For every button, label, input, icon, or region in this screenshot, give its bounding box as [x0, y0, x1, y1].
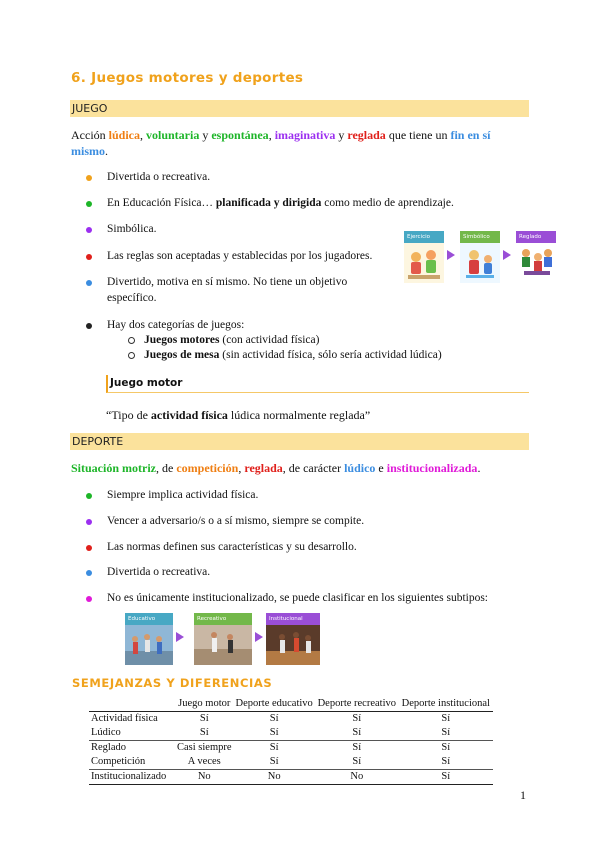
diagram-tile-ejercicio: Ejercicio: [404, 231, 444, 288]
sports-photo: [194, 625, 252, 665]
table-cell: Lúdico: [91, 727, 121, 738]
arrow-icon: [255, 632, 263, 642]
table-header-row: [89, 697, 493, 712]
arrow-icon: [176, 632, 184, 642]
table-cell: Casi siempre: [177, 742, 232, 753]
table-header: Deporte educativo: [234, 697, 315, 712]
table-cell: No: [234, 770, 315, 785]
juego-motor-quote: “Tipo de actividad física lúdica normalmente reglada”: [106, 408, 371, 422]
table-cell: Sí: [269, 756, 279, 767]
table-row: [89, 755, 493, 770]
table-cell: Reglado: [89, 741, 175, 756]
table-header: [89, 697, 175, 712]
table-row: [89, 770, 493, 785]
section-title: 6. Juegos motores y deportes: [71, 70, 304, 86]
comparison-table: [89, 697, 493, 785]
arrow-icon: [447, 250, 455, 260]
table-cell: Sí: [399, 741, 493, 756]
table-cell: Sí: [441, 756, 451, 767]
deporte-definition: Situación motriz, de competición, reglada, de carácter lúdico e institucionalizada.: [71, 461, 481, 475]
table-cell: Sí: [234, 741, 315, 756]
table-header: Juego motor: [175, 697, 234, 712]
table-cell: Competición: [91, 756, 146, 767]
comparison-title: SEMEJANZAS Y DIFERENCIAS: [72, 676, 273, 690]
table-cell: Sí: [399, 770, 493, 785]
table-cell: Sí: [441, 713, 451, 724]
diagram-tile-reglado: Reglado: [516, 231, 556, 288]
table-cell: No: [175, 770, 234, 785]
sports-photo: [266, 625, 320, 665]
table-cell: No: [315, 770, 399, 785]
table-cell: Sí: [352, 727, 362, 738]
diagram-tile-educativo: Educativo: [125, 613, 173, 670]
juego-band: JUEGO: [70, 100, 529, 117]
children-playing-illustration: [404, 243, 444, 283]
table-cell: Sí: [199, 713, 209, 724]
table-row: [89, 726, 493, 741]
diagram-tile-simbolico: Simbólico: [460, 231, 500, 288]
children-playing-illustration: [516, 243, 556, 283]
table-cell: Actividad física: [91, 713, 158, 724]
juego-motor-heading: Juego motor: [106, 375, 529, 393]
children-playing-illustration: [460, 243, 500, 283]
table-cell: Sí: [269, 727, 279, 738]
diagram-tile-recreativo: Recreativo: [194, 613, 252, 670]
table-cell: Sí: [315, 741, 399, 756]
page-number: 1: [520, 788, 526, 802]
table-cell: Sí: [199, 727, 209, 738]
juego-definition: Acción lúdica, voluntaria y espontánea, imaginativa y reglada que tiene un fin en sí mismo.: [71, 128, 491, 158]
table-row: [89, 712, 493, 727]
table-cell: Sí: [441, 727, 451, 738]
diagram-tile-institucional: Institucional: [266, 613, 320, 670]
deporte-band: DEPORTE: [70, 433, 529, 450]
table-cell: Sí: [269, 713, 279, 724]
table-row: [89, 741, 493, 756]
table-header: Deporte institucional: [399, 697, 493, 712]
sports-photo: [125, 625, 173, 665]
arrow-icon: [503, 250, 511, 260]
table-cell: A veces: [187, 756, 221, 767]
table-cell: Sí: [352, 756, 362, 767]
table-header: Deporte recreativo: [315, 697, 399, 712]
table-cell: Sí: [352, 713, 362, 724]
table-cell: Institucionalizado: [89, 770, 175, 785]
